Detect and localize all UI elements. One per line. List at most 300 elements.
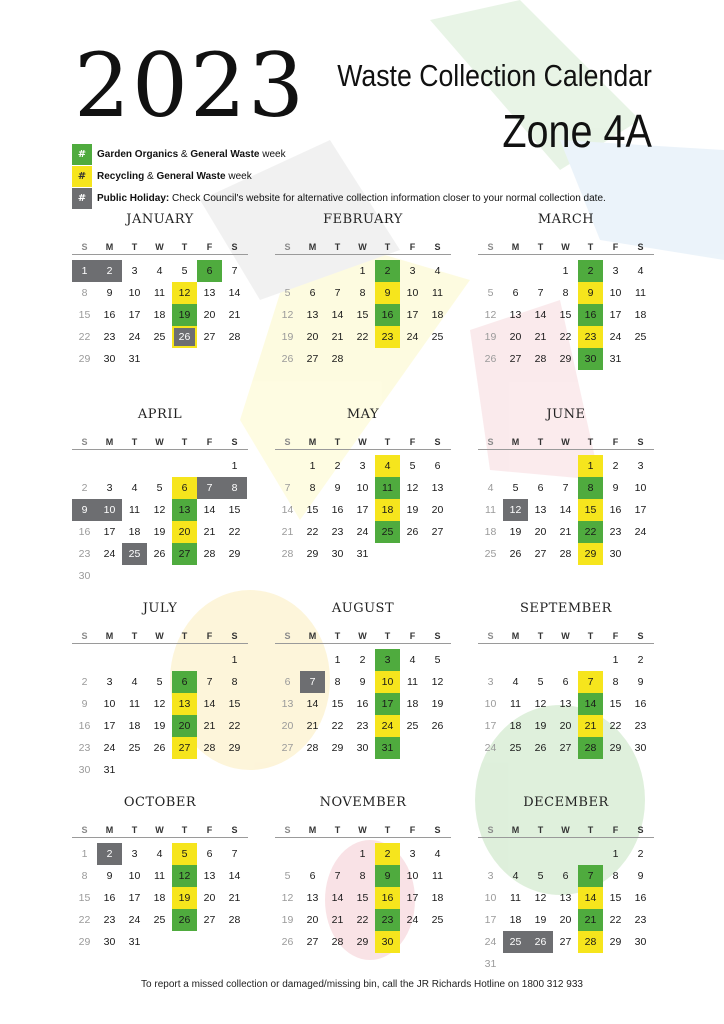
- day-cell: 21: [228, 892, 241, 904]
- day-cell: 2: [97, 843, 122, 865]
- day-cell: 21: [578, 909, 603, 931]
- month-september: [478, 601, 654, 781]
- day-cell: 7: [537, 287, 544, 299]
- day-cell: 19: [172, 304, 197, 326]
- day-cell: 11: [510, 892, 521, 904]
- day-cell: 2: [334, 460, 341, 472]
- day-cell: 27: [172, 737, 197, 759]
- day-cell: 11: [129, 698, 140, 710]
- weekday-label: S: [434, 242, 441, 252]
- day-cell: 30: [331, 548, 344, 560]
- day-cell: 2: [375, 843, 400, 865]
- day-cell: 17: [375, 693, 400, 715]
- weekday-label: T: [384, 825, 391, 835]
- day-cell: 21: [306, 720, 319, 732]
- day-cell: 2: [81, 482, 88, 494]
- day-cell: 28: [228, 331, 241, 343]
- day-cell: 7: [284, 482, 291, 494]
- day-cell: 20: [306, 914, 319, 926]
- day-cell: 20: [306, 331, 319, 343]
- day-cell: 14: [306, 698, 319, 710]
- day-cell: 21: [203, 720, 216, 732]
- legend-label-2: General Waste: [156, 171, 226, 182]
- day-cell: 13: [306, 309, 319, 321]
- weekday-label: S: [284, 437, 291, 447]
- day-cell: 17: [103, 526, 116, 538]
- weekday-label: M: [105, 437, 114, 447]
- day-cell: 27: [172, 543, 197, 565]
- day-cell: 3: [359, 460, 366, 472]
- day-cell: 14: [534, 309, 547, 321]
- legend-swatch-yellow: #: [72, 166, 92, 187]
- day-cell: 14: [203, 698, 216, 710]
- legend-swatch-green: #: [72, 144, 92, 165]
- day-cell: 28: [306, 742, 319, 754]
- weekday-label: S: [434, 437, 441, 447]
- weekday-label: T: [334, 631, 341, 641]
- weekday-header: [275, 434, 451, 450]
- day-cell: 1: [334, 654, 341, 666]
- day-cell: 10: [634, 482, 647, 494]
- day-cell: 28: [281, 548, 294, 560]
- day-cell: 25: [406, 720, 419, 732]
- day-cell: 19: [534, 914, 547, 926]
- day-cell: 22: [356, 914, 369, 926]
- day-cell: 27: [559, 742, 572, 754]
- month-january: [72, 212, 248, 392]
- day-cell: 3: [409, 848, 416, 860]
- day-cell: 14: [578, 693, 603, 715]
- day-cell: 26: [172, 326, 197, 348]
- weekday-label: S: [81, 242, 88, 252]
- day-cell: 27: [203, 331, 216, 343]
- day-cell: 29: [356, 936, 369, 948]
- weekday-label: S: [487, 242, 494, 252]
- month-december: [478, 795, 654, 975]
- day-cell: 3: [106, 676, 113, 688]
- day-cell: 8: [578, 477, 603, 499]
- day-cell: 6: [512, 287, 519, 299]
- day-cell: 20: [559, 720, 572, 732]
- day-cell: 23: [578, 326, 603, 348]
- day-cell: 23: [375, 909, 400, 931]
- day-cell: 28: [228, 914, 241, 926]
- day-cell: 15: [78, 309, 91, 321]
- day-cell: 1: [359, 848, 366, 860]
- day-cell: 30: [103, 353, 116, 365]
- day-cell: 4: [409, 654, 416, 666]
- weekday-label: S: [231, 242, 238, 252]
- weekday-label: M: [308, 631, 317, 641]
- day-cell: 17: [103, 720, 116, 732]
- day-cell: 10: [356, 482, 369, 494]
- day-cell: 20: [534, 526, 547, 538]
- day-cell: 14: [228, 287, 241, 299]
- month-august: [275, 601, 451, 781]
- month-name: JUNE: [546, 407, 586, 422]
- weekday-label: T: [181, 242, 188, 252]
- day-cell: 13: [203, 287, 216, 299]
- day-cell: 23: [103, 331, 116, 343]
- day-cell: 1: [231, 654, 238, 666]
- day-cell: 3: [487, 870, 494, 882]
- day-cell: 21: [228, 309, 241, 321]
- month-name: MAY: [346, 407, 380, 422]
- footer-note: To report a missed collection or damaged/missing bin, call the JR Richards Hotline on 1800 312 933: [141, 979, 583, 990]
- day-cell: 5: [409, 460, 416, 472]
- day-cell: 26: [281, 353, 294, 365]
- weekday-label: M: [105, 242, 114, 252]
- month-name: FEBRUARY: [323, 212, 403, 227]
- day-cell: 22: [578, 521, 603, 543]
- weekday-label: F: [206, 631, 213, 641]
- weekday-label: T: [587, 437, 594, 447]
- day-cell: 2: [375, 260, 400, 282]
- day-cell: 20: [281, 720, 294, 732]
- day-cell: 12: [534, 698, 547, 710]
- day-cell: 17: [128, 309, 141, 321]
- day-cell: 25: [128, 742, 141, 754]
- day-cell: 4: [375, 455, 400, 477]
- day-cell: 12: [431, 676, 444, 688]
- day-cell: 7: [334, 287, 341, 299]
- weekday-label: W: [561, 437, 570, 447]
- day-cell: 23: [634, 914, 647, 926]
- day-cell: 8: [359, 287, 366, 299]
- day-cell: 2: [81, 676, 88, 688]
- day-cell: 22: [609, 914, 622, 926]
- day-cell: 31: [128, 353, 141, 365]
- day-cell: 22: [306, 526, 319, 538]
- day-cell: 24: [128, 331, 141, 343]
- weekday-label: T: [537, 242, 544, 252]
- weekday-label: T: [384, 631, 391, 641]
- day-cell: 11: [432, 870, 443, 882]
- day-cell: 3: [612, 265, 619, 277]
- day-cell: 30: [578, 348, 603, 370]
- day-cell: 4: [434, 265, 441, 277]
- day-cell: 5: [487, 287, 494, 299]
- day-cell: 27: [431, 526, 444, 538]
- day-cell: 13: [559, 698, 572, 710]
- day-cell: 25: [509, 742, 522, 754]
- weekday-label: S: [231, 825, 238, 835]
- month-october: [72, 795, 248, 975]
- day-cell: 19: [281, 331, 294, 343]
- day-cell: 13: [203, 870, 216, 882]
- day-cell: 11: [432, 287, 443, 299]
- day-cell: 31: [356, 548, 369, 560]
- day-cell: 26: [153, 742, 166, 754]
- month-name: DECEMBER: [523, 795, 609, 810]
- month-name: SEPTEMBER: [520, 601, 612, 616]
- day-cell: 16: [78, 526, 91, 538]
- day-cell: 22: [228, 526, 241, 538]
- day-cell: 28: [559, 548, 572, 560]
- day-cell: 19: [153, 720, 166, 732]
- day-cell: 16: [356, 698, 369, 710]
- day-cell: 31: [375, 737, 400, 759]
- day-cell: 25: [431, 331, 444, 343]
- day-cell: 21: [559, 526, 572, 538]
- day-cell: 12: [172, 282, 197, 304]
- month-name: OCTOBER: [123, 795, 197, 810]
- weekday-label: T: [537, 825, 544, 835]
- day-cell: 10: [406, 870, 419, 882]
- day-cell: 6: [172, 671, 197, 693]
- day-cell: 8: [81, 287, 88, 299]
- month-name: AUGUST: [331, 601, 395, 616]
- day-cell: 9: [612, 482, 619, 494]
- day-cell: 20: [431, 504, 444, 516]
- weekday-label: M: [511, 631, 520, 641]
- legend-conj: &: [144, 171, 157, 182]
- month-november: [275, 795, 451, 975]
- day-cell: 18: [431, 309, 444, 321]
- month-june: [478, 407, 654, 587]
- weekday-label: S: [434, 631, 441, 641]
- day-cell: 1: [578, 455, 603, 477]
- day-cell: 8: [222, 477, 247, 499]
- day-cell: 25: [122, 543, 147, 565]
- weekday-label: T: [587, 825, 594, 835]
- day-cell: 21: [281, 526, 294, 538]
- weekday-label: W: [155, 631, 164, 641]
- weekday-label: T: [131, 437, 138, 447]
- weekday-label: S: [231, 631, 238, 641]
- day-cell: 24: [406, 331, 419, 343]
- day-cell: 25: [153, 914, 166, 926]
- day-cell: 28: [203, 742, 216, 754]
- day-cell: 14: [281, 504, 294, 516]
- day-cell: 17: [356, 504, 369, 516]
- day-cell: 22: [228, 720, 241, 732]
- weekday-label: T: [131, 825, 138, 835]
- day-cell: 16: [375, 304, 400, 326]
- day-cell: 31: [103, 764, 116, 776]
- day-cell: 9: [106, 870, 113, 882]
- weekday-label: S: [284, 825, 291, 835]
- day-cell: 15: [356, 892, 369, 904]
- day-cell: 5: [284, 870, 291, 882]
- day-cell: 29: [306, 548, 319, 560]
- day-cell: 29: [609, 742, 622, 754]
- day-cell: 11: [154, 870, 165, 882]
- legend-public-holiday: [72, 188, 606, 209]
- day-cell: 12: [503, 499, 528, 521]
- day-cell: 21: [331, 914, 344, 926]
- day-cell: 23: [375, 326, 400, 348]
- day-cell: 3: [487, 676, 494, 688]
- day-cell: 3: [375, 649, 400, 671]
- day-cell: 22: [609, 720, 622, 732]
- day-cell: 7: [578, 671, 603, 693]
- day-cell: 10: [128, 870, 141, 882]
- weekday-label: T: [181, 437, 188, 447]
- day-cell: 30: [634, 936, 647, 948]
- day-cell: 4: [637, 265, 644, 277]
- day-cell: 6: [309, 870, 316, 882]
- day-cell: 2: [637, 848, 644, 860]
- day-cell: 21: [534, 331, 547, 343]
- weekday-label: F: [409, 437, 416, 447]
- day-cell: 29: [78, 936, 91, 948]
- day-cell: 18: [484, 526, 497, 538]
- legend-label: Public Holiday:: [97, 193, 170, 204]
- weekday-label: W: [155, 825, 164, 835]
- day-cell: 14: [331, 309, 344, 321]
- day-cell: 4: [156, 848, 163, 860]
- day-cell: 24: [375, 715, 400, 737]
- day-cell: 12: [153, 504, 166, 516]
- weekday-label: W: [561, 242, 570, 252]
- day-cell: 27: [559, 936, 572, 948]
- weekday-label: S: [284, 631, 291, 641]
- day-cell: 2: [637, 654, 644, 666]
- weekday-label: M: [105, 825, 114, 835]
- day-cell: 5: [181, 265, 188, 277]
- day-cell: 2: [578, 260, 603, 282]
- day-cell: 2: [97, 260, 122, 282]
- weekday-label: F: [409, 825, 416, 835]
- day-cell: 23: [609, 526, 622, 538]
- legend-garden-organics: [72, 144, 286, 165]
- day-cell: 10: [97, 499, 122, 521]
- day-cell: 3: [409, 265, 416, 277]
- day-cell: 8: [612, 676, 619, 688]
- day-cell: 11: [635, 287, 646, 299]
- day-cell: 4: [434, 848, 441, 860]
- day-cell: 7: [334, 870, 341, 882]
- weekday-label: W: [561, 631, 570, 641]
- weekday-header: [275, 239, 451, 255]
- day-cell: 27: [534, 548, 547, 560]
- day-cell: 4: [487, 482, 494, 494]
- day-cell: 19: [509, 526, 522, 538]
- day-cell: 2: [359, 654, 366, 666]
- weekday-label: S: [637, 242, 644, 252]
- day-cell: 19: [281, 914, 294, 926]
- day-cell: 15: [331, 698, 344, 710]
- day-cell: 12: [534, 892, 547, 904]
- day-cell: 7: [231, 265, 238, 277]
- day-cell: 13: [534, 504, 547, 516]
- day-cell: 9: [359, 676, 366, 688]
- month-july: [72, 601, 248, 781]
- day-cell: 27: [281, 742, 294, 754]
- day-cell: 20: [203, 892, 216, 904]
- day-cell: 26: [484, 353, 497, 365]
- day-cell: 6: [284, 676, 291, 688]
- weekday-label: W: [358, 631, 367, 641]
- day-cell: 4: [156, 265, 163, 277]
- weekday-header: [72, 434, 248, 450]
- day-cell: 26: [509, 548, 522, 560]
- day-cell: 28: [578, 737, 603, 759]
- day-cell: 16: [331, 504, 344, 516]
- legend-label: Garden Organics: [97, 149, 179, 160]
- weekday-label: S: [487, 631, 494, 641]
- day-cell: 10: [484, 892, 497, 904]
- day-cell: 25: [375, 521, 400, 543]
- day-cell: 23: [103, 914, 116, 926]
- weekday-label: T: [334, 825, 341, 835]
- day-cell: 5: [434, 654, 441, 666]
- day-cell: 30: [634, 742, 647, 754]
- day-cell: 6: [172, 477, 197, 499]
- day-cell: 9: [637, 676, 644, 688]
- day-cell: 25: [634, 331, 647, 343]
- day-cell: 23: [331, 526, 344, 538]
- day-cell: 13: [306, 892, 319, 904]
- weekday-label: F: [206, 825, 213, 835]
- day-cell: 14: [203, 504, 216, 516]
- day-cell: 5: [172, 843, 197, 865]
- weekday-label: T: [384, 242, 391, 252]
- day-cell: 5: [156, 676, 163, 688]
- day-cell: 22: [78, 331, 91, 343]
- day-cell: 5: [284, 287, 291, 299]
- day-cell: 18: [128, 720, 141, 732]
- day-cell: 26: [431, 720, 444, 732]
- day-cell: 18: [509, 914, 522, 926]
- day-cell: 8: [562, 287, 569, 299]
- day-cell: 8: [81, 870, 88, 882]
- day-cell: 18: [153, 309, 166, 321]
- weekday-label: M: [511, 437, 520, 447]
- day-cell: 24: [103, 548, 116, 560]
- day-cell: 24: [634, 526, 647, 538]
- day-cell: 10: [375, 671, 400, 693]
- day-cell: 30: [78, 764, 91, 776]
- legend-recycling: [72, 166, 252, 187]
- day-cell: 9: [637, 870, 644, 882]
- zone-label: Zone 4A: [502, 105, 652, 157]
- day-cell: 28: [534, 353, 547, 365]
- day-cell: 19: [153, 526, 166, 538]
- day-cell: 15: [559, 309, 572, 321]
- calendar-title: Waste Collection Calendar: [337, 58, 652, 93]
- legend-note: Check Council's website for alternative collection information closer to your normal collection date.: [169, 193, 606, 204]
- legend-label: Recycling: [97, 171, 145, 182]
- day-cell: 15: [609, 698, 622, 710]
- day-cell: 3: [106, 482, 113, 494]
- month-name: NOVEMBER: [319, 795, 407, 810]
- day-cell: 6: [197, 260, 222, 282]
- day-cell: 11: [375, 477, 400, 499]
- day-cell: 2: [612, 460, 619, 472]
- weekday-label: S: [487, 825, 494, 835]
- day-cell: 6: [562, 676, 569, 688]
- day-cell: 23: [78, 742, 91, 754]
- day-cell: 6: [434, 460, 441, 472]
- day-cell: 17: [406, 892, 419, 904]
- weekday-label: W: [358, 437, 367, 447]
- day-cell: 31: [128, 936, 141, 948]
- day-cell: 6: [206, 848, 213, 860]
- weekday-label: S: [637, 437, 644, 447]
- day-cell: 17: [609, 309, 622, 321]
- day-cell: 4: [512, 676, 519, 688]
- weekday-label: W: [358, 825, 367, 835]
- year-heading: 2023: [74, 34, 306, 137]
- day-cell: 8: [334, 676, 341, 688]
- day-cell: 19: [406, 504, 419, 516]
- day-cell: 12: [281, 892, 294, 904]
- day-cell: 19: [431, 698, 444, 710]
- day-cell: 17: [128, 892, 141, 904]
- day-cell: 4: [131, 676, 138, 688]
